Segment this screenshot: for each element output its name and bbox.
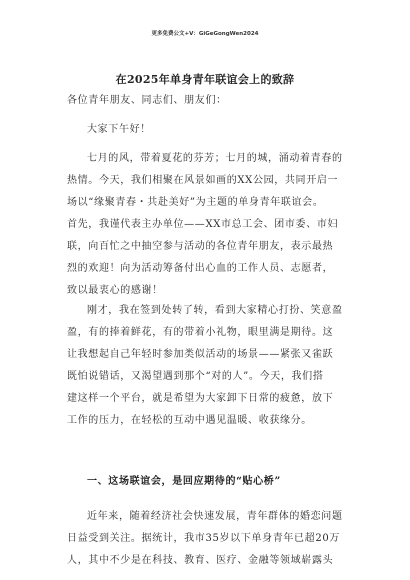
paragraph-line: 近年来，随着经济社会快速发展，青年群体的婚恋问题: [87, 511, 343, 522]
paragraph-line: 七月的风，带着夏花的芬芳；七月的城，涌动着青春的: [87, 153, 343, 164]
greeting-line: 大家下午好！: [87, 124, 151, 135]
paragraph-line: 热情。今天，我们相聚在风景如画的XX公园，共同开启一: [67, 175, 339, 186]
paragraph-line: 首先，我谨代表主办单位——XX市总工会、团市委、市妇: [67, 219, 339, 230]
salutation: 各位青年朋友、同志们、朋友们：: [67, 95, 227, 106]
paragraph-line: 致以最衷心的感谢！: [67, 285, 163, 296]
document-title: 在2025年单身青年联谊会上的致辞: [115, 73, 295, 86]
paragraph-2: [67, 300, 349, 432]
paragraph-3: [67, 506, 349, 572]
paragraph-line: 让我想起自己年轻时参加类似活动的场景——紧张又雀跃: [67, 349, 334, 360]
paragraph-1: [67, 148, 349, 302]
paragraph-line: 联，向百忙之中抽空参与活动的各位青年朋友，表示最热: [67, 241, 334, 252]
paragraph-line: 烈的欢迎！向为活动筹备付出心血的工作人员、志愿者，: [67, 263, 334, 274]
paragraph-line: 日益受到关注。据统计，我市35岁以下单身青年已超20万: [67, 533, 340, 544]
paragraph-line: 刚才，我在签到处转了转，看到大家精心打扮、笑意盈: [87, 305, 343, 316]
section-heading-text: 一、这场联谊会，是回应期待的“贴心桥”: [87, 476, 281, 487]
paragraph-line: 建这样一个平台，就是希望为大家卸下日常的疲惫，放下: [67, 393, 334, 404]
section-heading: [67, 471, 349, 493]
paragraph-line: 工作的压力，在轻松的互动中遇见温暖、收获缘分。: [67, 415, 312, 426]
paragraph-line: 盈，有的捧着鲜花，有的带着小礼物，眼里满是期待。这: [67, 327, 334, 338]
paragraph-line: 既怕说错话，又渴望遇到那个“对的人”。今天，我们搭: [67, 371, 324, 382]
paragraph-line: 人，其中不少是在科技、教育、医疗、金融等领域崭露头: [67, 555, 334, 566]
header-note: 更多免费公文+V：GiGeGongWen2024: [151, 31, 259, 37]
greeting: [67, 119, 349, 141]
paragraph-line: 场以“缘聚青春・共赴美好”为主题的单身青年联谊会。: [67, 197, 324, 208]
